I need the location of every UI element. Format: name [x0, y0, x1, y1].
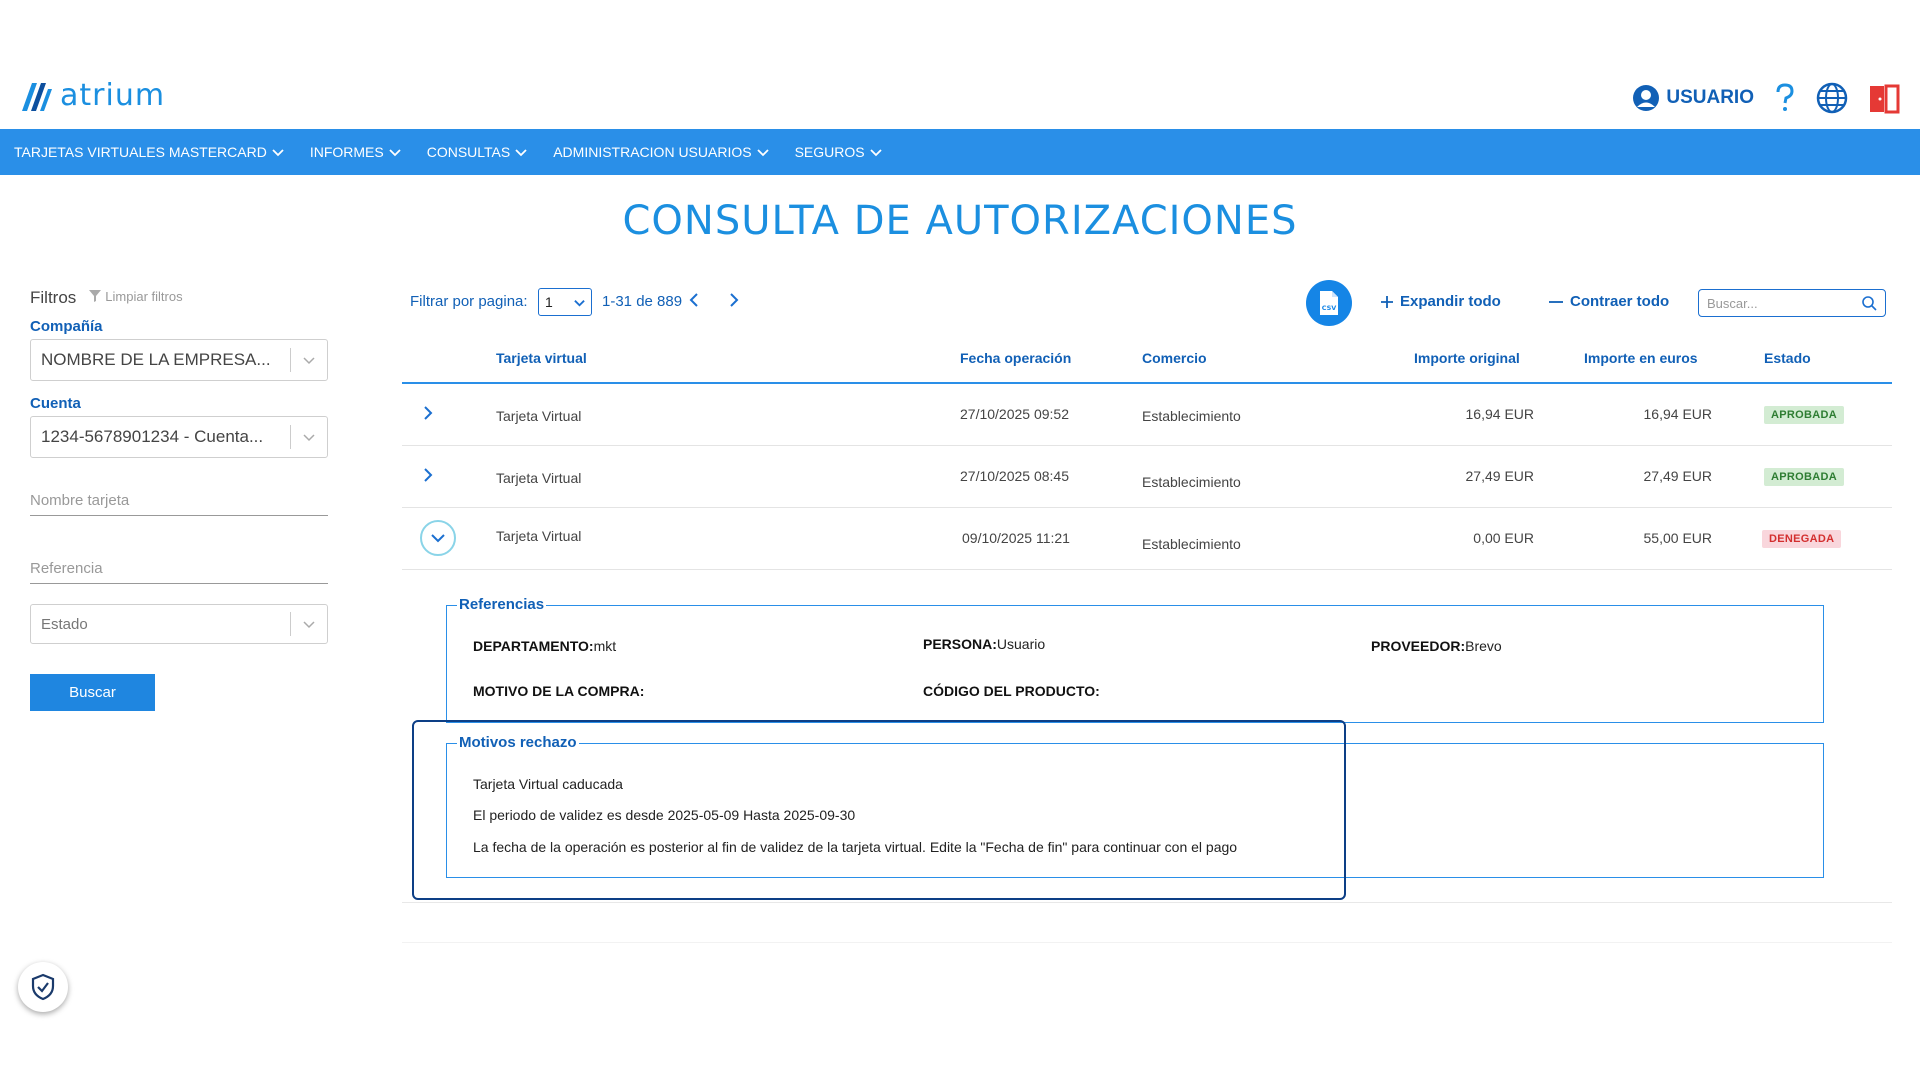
- table-row-expanded[interactable]: [402, 508, 1892, 570]
- nav-seguros[interactable]: [795, 144, 882, 160]
- nav-label: ADMINISTRACION USUARIOS: [553, 144, 752, 160]
- company-label: Compañía: [30, 318, 103, 335]
- authorizations-table: [402, 330, 1892, 570]
- filters-panel: [30, 288, 330, 644]
- col-header-original-amount[interactable]: Importe original: [1414, 350, 1520, 366]
- cell-date: 27/10/2025 09:52: [960, 406, 1069, 422]
- user-menu[interactable]: [1632, 84, 1754, 112]
- department-value: mkt: [593, 638, 617, 654]
- company-value: NOMBRE DE LA EMPRESA...: [41, 350, 271, 369]
- chevron-down-icon: [291, 354, 327, 366]
- chevron-down-icon: [291, 431, 327, 443]
- account-value: 1234-5678901234 - Cuenta...: [41, 427, 264, 446]
- product-code-label: CÓDIGO DEL PRODUCTO:: [923, 683, 1100, 699]
- shield-check-icon: [30, 973, 56, 1001]
- chevron-down-icon: [291, 618, 327, 630]
- col-header-card[interactable]: Tarjeta virtual: [496, 350, 587, 366]
- page-filter-label: Filtrar por pagina:: [410, 293, 528, 310]
- clear-filters-button[interactable]: [88, 289, 182, 304]
- nav-informes[interactable]: [310, 144, 401, 160]
- logout-door-icon[interactable]: [1868, 82, 1902, 114]
- clear-filters-label: Limpiar filtros: [105, 288, 183, 304]
- cell-original-amount: 27,49 EUR: [1465, 468, 1534, 484]
- rejection-reason-line: La fecha de la operación es posterior al fin de validez de la tarjeta virtual. Edite la "Fecha de fin" para continuar con el pago: [473, 839, 1238, 855]
- next-page-button[interactable]: [728, 292, 740, 313]
- csv-file-icon: [1318, 290, 1340, 316]
- status-badge: DENEGADA: [1762, 530, 1841, 548]
- expand-all-button[interactable]: [1380, 293, 1501, 310]
- cell-card: Tarjeta Virtual: [496, 408, 582, 424]
- language-globe-icon[interactable]: [1816, 82, 1848, 114]
- filters-title: Filtros: [30, 288, 77, 307]
- provider-label: PROVEEDOR:: [1371, 638, 1466, 654]
- plus-icon: [1380, 295, 1394, 309]
- chevron-right-icon: [728, 292, 740, 308]
- expand-row-button[interactable]: [422, 466, 434, 489]
- filter-clear-icon: [88, 289, 102, 303]
- chevron-left-icon: [688, 292, 700, 308]
- rejection-legend: Motivos rechazo: [459, 734, 577, 751]
- atrium-logo-icon: [18, 79, 54, 113]
- atrium-logo[interactable]: [18, 78, 165, 113]
- cell-euro-amount: 16,94 EUR: [1643, 406, 1712, 422]
- nav-tarjetas-virtuales[interactable]: [14, 144, 284, 160]
- table-row[interactable]: [402, 446, 1892, 508]
- table-row[interactable]: [402, 384, 1892, 446]
- rejection-highlight-frame: [412, 720, 1346, 900]
- nav-administracion-usuarios[interactable]: [553, 144, 768, 160]
- department-field: [473, 638, 616, 654]
- nav-label: INFORMES: [309, 144, 384, 160]
- search-button[interactable]: Buscar: [30, 674, 155, 711]
- search-placeholder: Buscar...: [1707, 295, 1758, 311]
- export-csv-button[interactable]: [1306, 280, 1352, 326]
- company-select[interactable]: [30, 339, 328, 381]
- cell-euro-amount: 55,00 EUR: [1643, 530, 1712, 546]
- results-toolbar: [410, 280, 1890, 326]
- cell-original-amount: 0,00 EUR: [1473, 530, 1534, 546]
- rejection-reason-line: El periodo de validez es desde 2025-05-09 Hasta 2025-09-30: [473, 807, 856, 823]
- chevron-down-icon: [515, 146, 527, 158]
- references-panel: [446, 596, 1824, 723]
- chevron-down-icon: [430, 532, 446, 544]
- table-search-input[interactable]: [1698, 289, 1886, 317]
- logo-text: atrium: [60, 78, 166, 113]
- search-icon[interactable]: [1861, 295, 1877, 311]
- cell-original-amount: 16,94 EUR: [1465, 406, 1534, 422]
- nav-label: TARJETAS VIRTUALES MASTERCARD: [14, 144, 267, 160]
- table-divider: [402, 902, 1892, 903]
- product-code-field: [923, 683, 1100, 699]
- cell-card: Tarjeta Virtual: [496, 470, 582, 486]
- user-icon: [1632, 84, 1660, 112]
- page-title: CONSULTA DE AUTORIZACIONES: [622, 198, 1298, 244]
- department-label: DEPARTAMENTO:: [473, 638, 594, 654]
- status-select[interactable]: [30, 604, 328, 644]
- status-badge: APROBADA: [1764, 468, 1844, 486]
- nav-consultas[interactable]: [427, 144, 528, 160]
- chevron-down-icon: [272, 146, 284, 158]
- card-name-input[interactable]: Nombre tarjeta: [30, 482, 328, 516]
- account-select[interactable]: [30, 416, 328, 458]
- cell-merchant: Establecimiento: [1142, 536, 1241, 552]
- prev-page-button[interactable]: [688, 292, 700, 313]
- chevron-right-icon: [422, 404, 434, 422]
- table-divider: [402, 942, 1892, 943]
- status-badge: APROBADA: [1764, 406, 1844, 424]
- cell-merchant: Establecimiento: [1142, 408, 1241, 424]
- person-label: PERSONA:: [923, 636, 997, 652]
- page-select[interactable]: [538, 288, 592, 316]
- user-label: USUARIO: [1666, 87, 1754, 108]
- provider-value: Brevo: [1465, 638, 1502, 654]
- col-header-status[interactable]: Estado: [1764, 350, 1811, 366]
- help-icon[interactable]: [1774, 83, 1796, 113]
- collapse-all-button[interactable]: [1548, 293, 1669, 310]
- collapse-row-button[interactable]: [420, 520, 456, 556]
- chevron-right-icon: [422, 466, 434, 484]
- csv-file-label: CSV: [1321, 304, 1337, 312]
- expand-all-label: Expandir todo: [1400, 293, 1501, 310]
- security-shield-button[interactable]: [18, 962, 68, 1012]
- chevron-down-icon: [757, 146, 769, 158]
- page-range: 1-31 de 889: [602, 293, 683, 310]
- cell-date: 09/10/2025 11:21: [962, 530, 1070, 546]
- app-header: [0, 68, 1920, 128]
- purpose-label: MOTIVO DE LA COMPRA:: [473, 683, 645, 699]
- rejection-reason-line: Tarjeta Virtual caducada: [473, 776, 623, 792]
- cell-date: 27/10/2025 08:45: [960, 468, 1069, 484]
- references-legend: Referencias: [459, 596, 545, 613]
- purpose-field: [473, 683, 644, 699]
- chevron-down-icon: [389, 146, 401, 158]
- collapse-all-label: Contraer todo: [1570, 293, 1670, 310]
- table-header: [402, 330, 1892, 384]
- expand-row-button[interactable]: [422, 404, 434, 427]
- col-header-merchant[interactable]: Comercio: [1142, 350, 1207, 366]
- person-field: [923, 636, 1045, 652]
- nav-label: CONSULTAS: [426, 144, 511, 160]
- chevron-down-icon: [574, 297, 585, 308]
- reference-input[interactable]: Referencia: [30, 550, 328, 584]
- cell-euro-amount: 27,49 EUR: [1643, 468, 1712, 484]
- chevron-down-icon: [870, 146, 882, 158]
- minus-icon: [1548, 295, 1564, 309]
- col-header-date[interactable]: Fecha operación: [960, 350, 1072, 366]
- cell-merchant: Establecimiento: [1142, 474, 1241, 490]
- status-value: Estado: [41, 615, 88, 633]
- nav-label: SEGUROS: [794, 144, 865, 160]
- provider-field: [1371, 638, 1502, 654]
- cell-card: Tarjeta Virtual: [496, 528, 582, 544]
- col-header-euro-amount[interactable]: Importe en euros: [1584, 350, 1698, 366]
- page-select-value: 1: [545, 294, 553, 310]
- main-nav: [0, 129, 1920, 175]
- person-value: Usuario: [996, 636, 1046, 652]
- account-label: Cuenta: [30, 395, 81, 412]
